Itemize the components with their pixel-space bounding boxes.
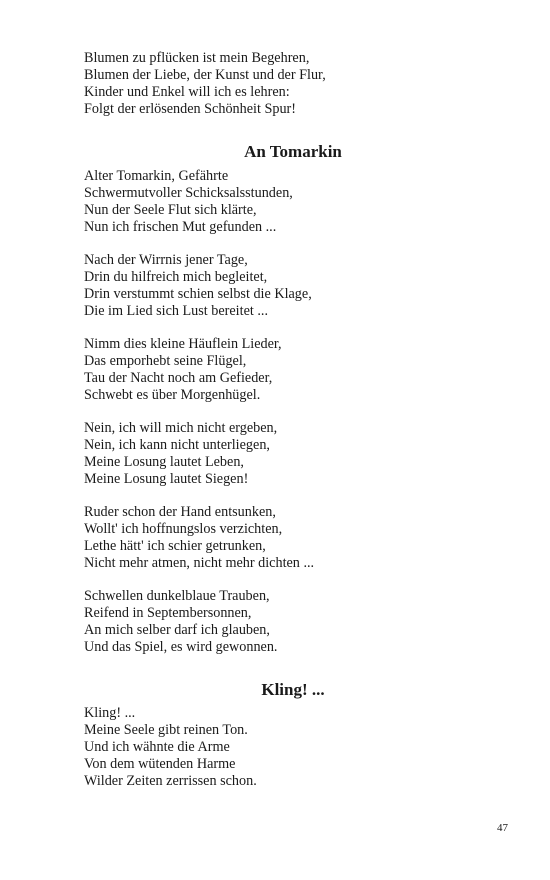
verse-line: Nimm dies kleine Häuflein Lieder, [84,336,282,352]
stanza [84,588,277,656]
verse-line: Meine Losung lautet Siegen! [84,471,249,487]
verse-line: Tau der Nacht noch am Gefieder, [84,370,273,386]
verse-line: Alter Tomarkin, Gefährte [84,168,229,184]
verse-line: An mich selber darf ich glauben, [84,622,270,638]
verse-line: Folgt der erlösenden Schönheit Spur! [84,101,296,117]
stanza [84,504,314,572]
verse-line: Kling! ... [84,705,136,721]
verse-line: Schwermutvoller Schicksalsstunden, [84,185,293,201]
verse-line: Blumen der Liebe, der Kunst und der Flur, [84,67,326,83]
verse-line: Ruder schon der Hand entsunken, [84,504,276,520]
verse-line: Nun der Seele Flut sich klärte, [84,202,257,218]
verse-line: Nicht mehr atmen, nicht mehr dichten ... [84,555,315,571]
stanza [84,168,293,236]
verse-line: Nun ich frischen Mut gefunden ... [84,219,277,235]
verse-line: Nein, ich will mich nicht ergeben, [84,420,278,436]
verse-line: Die im Lied sich Lust bereitet ... [84,303,268,319]
verse-line: Lethe hätt' ich schier getrunken, [84,538,266,554]
stanza [84,705,257,790]
poem-title: An Tomarkin [244,142,342,161]
verse-line: Nach der Wirrnis jener Tage, [84,252,248,268]
verse-line: Wollt' ich hoffnungslos verzichten, [84,521,283,537]
verse-line: Und das Spiel, es wird gewonnen. [84,639,278,655]
verse-line: Und ich wähnte die Arme [84,739,230,755]
verse-line: Schwebt es über Morgenhügel. [84,387,261,403]
page-number: 47 [497,822,508,834]
stanza [84,336,282,404]
verse-line: Nein, ich kann nicht unterliegen, [84,437,270,453]
poem-title: Kling! ... [261,680,325,699]
verse-line: Drin verstummt schien selbst die Klage, [84,286,312,302]
verse-line: Das emporhebt seine Flügel, [84,353,247,369]
stanza [84,420,277,488]
verse-line: Schwellen dunkelblaue Trauben, [84,588,270,604]
verse-line: Meine Losung lautet Leben, [84,454,244,470]
verse-line: Drin du hilfreich mich begleitet, [84,269,268,285]
stanza [84,252,312,320]
verse-line: Wilder Zeiten zerrissen schon. [84,773,257,789]
verse-line: Meine Seele gibt reinen Ton. [84,722,248,738]
verse-line: Kinder und Enkel will ich es lehren: [84,84,290,100]
verse-line: Reifend in Septembersonnen, [84,605,252,621]
verse-line: Von dem wütenden Harme [84,756,236,772]
verse-line: Blumen zu pflücken ist mein Begehren, [84,50,310,66]
stanza [84,50,326,118]
